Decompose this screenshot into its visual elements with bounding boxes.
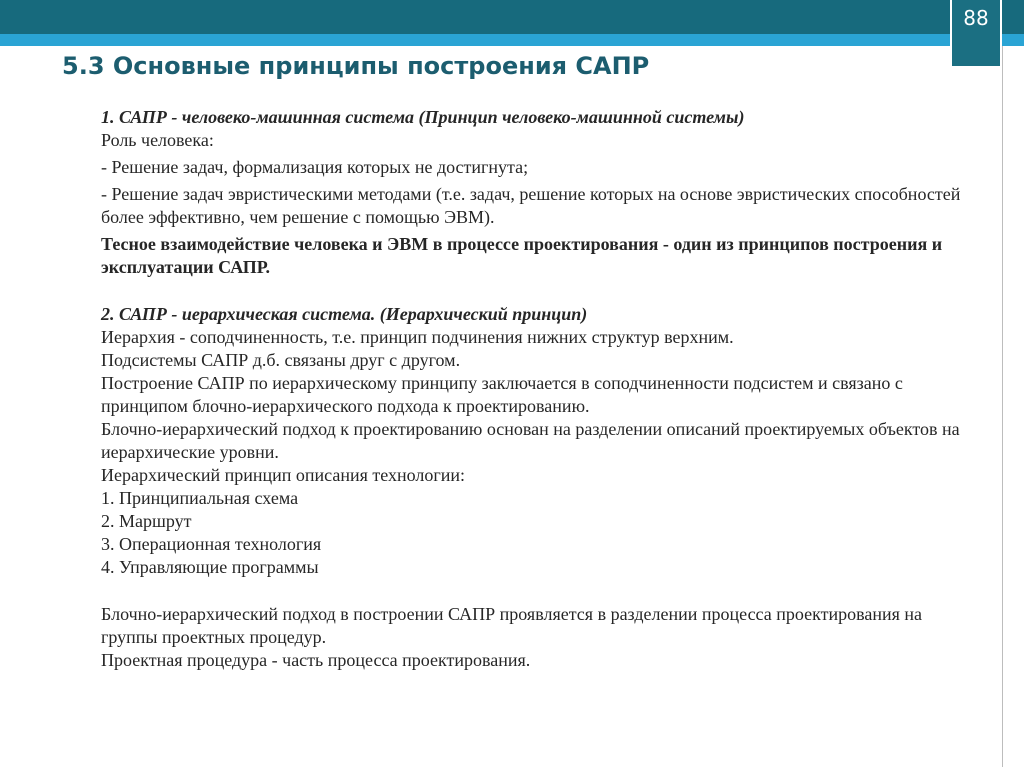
block-approach-line: Блочно-иерархический подход к проектированию основан на разделении описаний проектируемых объектов на иерархические уровни. <box>101 419 960 462</box>
list-item: 4. Управляющие программы <box>101 557 319 577</box>
role-label: Роль человека: <box>101 130 214 150</box>
list-item: 1. Принципиальная схема <box>101 488 299 508</box>
page-number-box <box>950 0 1002 68</box>
role-point-1: - Решение задач, формализация которых не достигнута; <box>101 157 529 177</box>
list-item: 3. Операционная технология <box>101 534 322 554</box>
section1-conclusion: Тесное взаимодействие человека и ЭВМ в процессе проектирования - один из принципов построения и эксплуатации САПР. <box>101 234 943 277</box>
header-bar <box>0 0 1024 34</box>
closing-paragraph-2: Проектная процедура - часть процесса проектирования. <box>101 650 531 670</box>
list-item: 2. Маршрут <box>101 511 192 531</box>
role-point-2: - Решение задач эвристическими методами (т.е. задач, решение которых на основе эвристических способностей более эффективно, чем решение с помощью ЭВМ). <box>101 184 961 227</box>
section1-heading: 1. САПР - человеко-машинная система (Принцип человеко-машинной системы) <box>101 107 745 127</box>
page-number: 88 <box>963 6 989 30</box>
right-border-line <box>1002 46 1003 767</box>
section2-heading: 2. САПР - иерархическая система. (Иерархический принцип) <box>101 304 588 324</box>
header-accent-strip <box>0 34 1024 46</box>
construction-line: Построение САПР по иерархическому принципу заключается в соподчиненности подсистем и связано с принципом блочно-иерархического подхода к проектированию. <box>101 373 903 416</box>
list-intro: Иерархический принцип описания технологии: <box>101 465 466 485</box>
closing-paragraph-1: Блочно-иерархический подход в построении САПР проявляется в разделении процесса проектирования на группы проектных процедур. <box>101 604 923 647</box>
slide-title: 5.3 Основные принципы построения САПР <box>62 52 650 80</box>
subsystems-line: Подсистемы САПР д.б. связаны друг с другом. <box>101 350 461 370</box>
hierarchy-definition: Иерархия - соподчиненность, т.е. принцип подчинения нижних структур верхним. <box>101 327 734 347</box>
slide-content <box>101 106 981 672</box>
